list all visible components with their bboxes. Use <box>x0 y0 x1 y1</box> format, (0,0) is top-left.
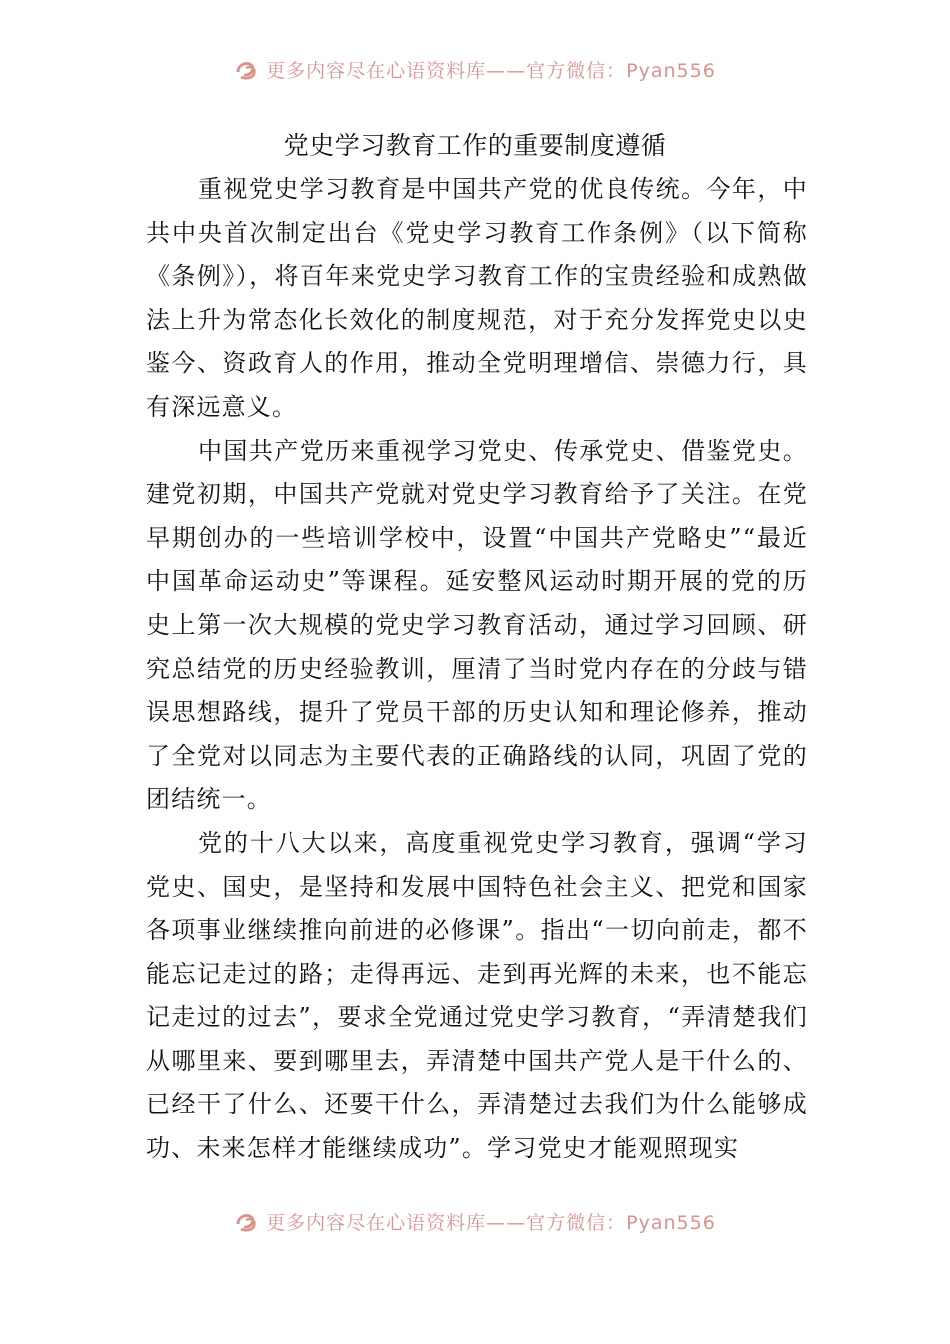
footer-watermark <box>0 1206 950 1236</box>
watermark-logo-icon <box>234 58 260 80</box>
header-watermark <box>0 54 950 84</box>
paragraph-1: 重视党史学习教育是中国共产党的优良传统。今年，中共中央首次制定出台《党史学习教育工作条例》（以下简称《条例》），将百年来党史学习教育工作的宝贵经验和成熟做法上升为常态化长效化的制度规范，对于充分发挥党史以史鉴今、资政育人的作用，推动全党明理增信、崇德力行，具有深远意义。 <box>146 175 808 421</box>
document-body <box>146 168 808 1171</box>
paragraph-3: 党的十八大以来，高度重视党史学习教育，强调“学习党史、国史，是坚持和发展中国特色社会主义、把党和国家各项事业继续推向前进的必修课”。指出“一切向前走，都不能忘记走过的路；走得再远、走到再光辉的未来，也不能忘记走过的过去”，要求全党通过党史学习教育，“弄清楚我们从哪里来、要到哪里去，弄清楚中国共产党人是干什么的、已经干了什么、还要干什么，弄清楚过去我们为什么能够成功、未来怎样才能继续成功”。学习党史才能观照现实 <box>146 828 808 1163</box>
watermark-logo-icon <box>234 1210 260 1232</box>
watermark-text: 更多内容尽在心语资料库——官方微信：Pyan556 <box>266 59 716 82</box>
page-title: 党史学习教育工作的重要制度遵循 <box>283 131 667 160</box>
watermark-text: 更多内容尽在心语资料库——官方微信：Pyan556 <box>266 1211 716 1234</box>
paragraph-2: 中国共产党历来重视学习党史、传承党史、借鉴党史。建党初期，中国共产党就对党史学习教育给予了关注。在党早期创办的一些培训学校中，设置“中国共产党略史”“最近中国革命运动史”等课程。延安整风运动时期开展的党的历史上第一次大规模的党史学习教育活动，通过学习回顾、研究总结党的历史经验教训，厘清了当时党内存在的分歧与错误思想路线，提升了党员干部的历史认知和理论修养，推动了全党对以同志为主要代表的正确路线的认同，巩固了党的团结统一。 <box>146 436 808 814</box>
